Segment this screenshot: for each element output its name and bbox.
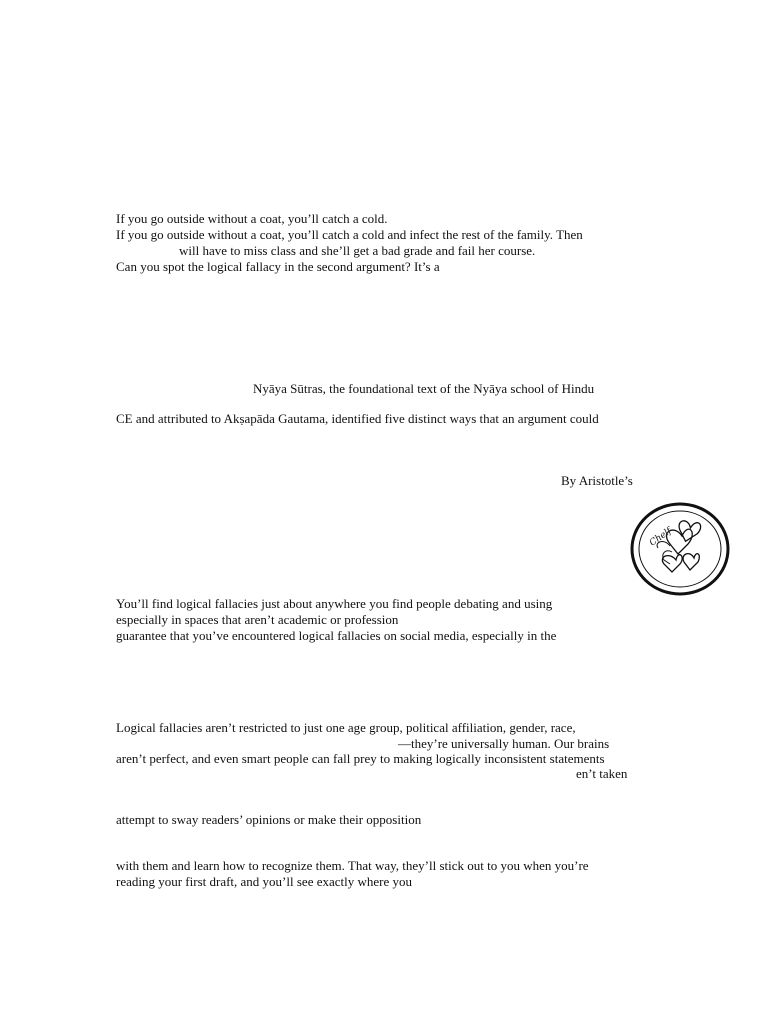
- text-line: If you go outside without a coat, you’ll catch a cold.: [116, 211, 388, 226]
- hearts-stamp-icon: [630, 502, 730, 596]
- text-line: If you go outside without a coat, you’ll catch a cold and infect the rest of the family. Then: [116, 227, 583, 242]
- text-line: —they’re universally human. Our brains: [398, 736, 610, 751]
- text-line: attempt to sway readers’ opinions or make their opposition: [116, 812, 422, 827]
- text-line: You’ll find logical fallacies just about anywhere you find people debating and using: [116, 596, 553, 611]
- stamp-text: Chelf: [647, 526, 674, 549]
- text-line: Nyāya Sūtras, the foundational text of the Nyāya school of Hindu: [253, 381, 595, 396]
- text-line: will have to miss class and she’ll get a bad grade and fail her course.: [179, 243, 536, 258]
- text-line: with them and learn how to recognize them. That way, they’ll stick out to you when you’re: [116, 858, 589, 873]
- text-line: reading your first draft, and you’ll see exactly where you: [116, 874, 413, 889]
- text-line: Can you spot the logical fallacy in the second argument? It’s a: [116, 259, 440, 274]
- text-line: CE and attributed to Akṣapāda Gautama, identified five distinct ways that an argument could: [116, 411, 599, 426]
- text-line: By Aristotle’s: [561, 473, 633, 488]
- text-line: Logical fallacies aren’t restricted to just one age group, political affiliation, gender, race,: [116, 720, 576, 735]
- text-line: aren’t perfect, and even smart people can fall prey to making logically inconsistent statements: [116, 751, 605, 766]
- text-line: guarantee that you’ve encountered logical fallacies on social media, especially in the: [116, 628, 557, 643]
- text-line: especially in spaces that aren’t academic or profession: [116, 612, 399, 627]
- text-line: en’t taken: [576, 766, 628, 781]
